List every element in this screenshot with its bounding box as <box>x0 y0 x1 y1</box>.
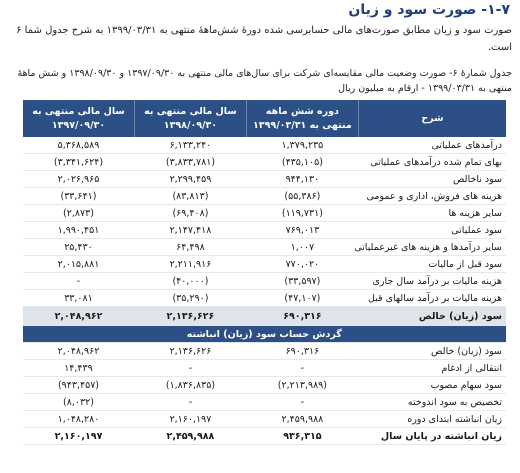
table-row <box>23 343 507 360</box>
value-p3: ۳۳,۰۸۱ <box>23 290 135 307</box>
row-label: هزینه های فروش، اداری و عمومی <box>358 188 506 205</box>
value-p1: ۷۶۹,۰۱۳ <box>246 222 358 239</box>
column-header-p2: سال مالی منتهی به ۱۳۹۸/۰۹/۳۰ <box>134 100 246 137</box>
row-label: سود عملیاتی <box>358 222 506 239</box>
value-p1: (۵۵,۳۸۶) <box>246 188 358 205</box>
table-row <box>23 205 507 222</box>
value-p3: ۲,۰۴۸,۹۶۲ <box>23 307 135 326</box>
value-p2: ۲,۱۳۶,۶۲۶ <box>134 307 246 326</box>
value-p2: (۱,۸۳۶,۸۳۵) <box>134 377 246 394</box>
value-p2: (۸۳,۸۱۳) <box>134 188 246 205</box>
row-label: سود سهام مصوب <box>358 377 506 394</box>
table-row <box>23 154 507 171</box>
row-label: سود ناخالص <box>358 171 506 188</box>
value-p3: ۱۴,۴۳۹ <box>23 360 135 377</box>
income-statement-table <box>22 100 506 445</box>
value-p3: ۱,۰۴۸,۲۸۰ <box>23 411 135 428</box>
value-p3: ۲,۰۴۸,۹۶۲ <box>23 343 135 360</box>
row-label: تخصیص به سود اندوخته <box>358 394 506 411</box>
row-label: سود قبل از مالیات <box>358 256 506 273</box>
value-p3: (۳,۳۴۱,۶۲۴) <box>23 154 135 171</box>
row-label: سود (زیان) خالص <box>358 343 506 360</box>
table-row <box>23 394 507 411</box>
table-caption: جدول شمارۀ ۶- صورت وضعیت مالی مقایسه‌ای شرکت برای سال‌های مالی منتهی به ۱۳۹۷/۰۹/۳۰ و ۱۳۹۸/۰۹/۳۰ و شش ماهۀ منتهی به ۱۳۹۹/۰۳/۳۱ - ارقام به میلیون ریال <box>17 68 512 94</box>
value-p3: ۲,۱۶۰,۱۹۷ <box>23 428 135 445</box>
section-header-row <box>23 326 507 343</box>
row-label: هزینه مالیات بر درآمد سال جاری <box>358 273 506 290</box>
value-p3: ۵,۳۶۸,۵۸۹ <box>23 137 135 154</box>
table-row <box>23 411 507 428</box>
value-p3: (۲,۸۷۳) <box>23 205 135 222</box>
table-row <box>23 137 507 154</box>
value-p2: - <box>134 394 246 411</box>
value-p1: ۷۷۰,۰۲۰ <box>246 256 358 273</box>
value-p1: ۶۹۰,۳۱۶ <box>246 307 358 326</box>
value-p1: - <box>246 360 358 377</box>
table-row <box>23 377 507 394</box>
value-p1: ۱,۳۷۹,۲۳۵ <box>246 137 358 154</box>
value-p1: (۱۱۹,۷۳۱) <box>246 205 358 222</box>
value-p2: (۳,۸۳۳,۷۸۱) <box>134 154 246 171</box>
section-heading: ۱-۷- صورت سود و زیان <box>348 2 510 18</box>
table-body <box>23 137 507 445</box>
value-p1: ۲,۴۵۹,۹۸۸ <box>246 411 358 428</box>
value-p2: ۲,۲۱۱,۹۱۶ <box>134 256 246 273</box>
value-p2: - <box>134 360 246 377</box>
value-p2: ۶۴,۴۹۸ <box>134 239 246 256</box>
value-p1: ۹۳۶,۳۱۵ <box>246 428 358 445</box>
table-row <box>23 188 507 205</box>
value-p3: ۲,۰۲۶,۹۶۵ <box>23 171 135 188</box>
value-p1: (۳۳,۵۹۷) <box>246 273 358 290</box>
value-p2: (۳۵,۲۹۰) <box>134 290 246 307</box>
value-p3: (۳۳,۶۴۱) <box>23 188 135 205</box>
row-label: سود (زیان) خالص <box>358 307 506 326</box>
row-label: سایر درآمدها و هزینه های غیرعملیاتی <box>358 239 506 256</box>
table-row <box>23 290 507 307</box>
value-p2: ۶,۱۳۳,۲۴۰ <box>134 137 246 154</box>
table-row <box>23 171 507 188</box>
row-label: درآمدهای عملیاتی <box>358 137 506 154</box>
row-label: زیان انباشته ابتدای دوره <box>358 411 506 428</box>
value-p3: ۲۵,۴۳۰ <box>23 239 135 256</box>
section-title: گردش حساب سود (زیان) انباشته <box>23 326 507 343</box>
value-p3: - <box>23 273 135 290</box>
value-p2: ۲,۴۵۹,۹۸۸ <box>134 428 246 445</box>
value-p2: ۲,۱۶۰,۱۹۷ <box>134 411 246 428</box>
value-p2: (۶۹,۴۰۸) <box>134 205 246 222</box>
table-row <box>23 256 507 273</box>
value-p1: ۱,۰۰۷ <box>246 239 358 256</box>
value-p3: ۱,۹۹۰,۴۵۱ <box>23 222 135 239</box>
row-label: انتقالی از ادغام <box>358 360 506 377</box>
retained-loss-end-row <box>23 428 507 445</box>
table-header-row <box>23 100 507 137</box>
table-row <box>23 273 507 290</box>
net-profit-row <box>23 307 507 326</box>
column-header-p3: سال مالی منتهی به ۱۳۹۷/۰۹/۳۰ <box>23 100 135 137</box>
value-p2: (۴۰,۰۰۰) <box>134 273 246 290</box>
intro-paragraph: صورت سود و زیان مطابق صورت‌های مالی حسابرسی شده دورۀ شش‌ماهۀ منتهی به ۱۳۹۹/۰۳/۳۱ به شرح جدول شما ۶ است. <box>16 25 512 53</box>
table-row <box>23 239 507 256</box>
table-row <box>23 360 507 377</box>
value-p1: ۹۴۴,۱۳۰ <box>246 171 358 188</box>
row-label: زیان انباشته در پایان سال <box>358 428 506 445</box>
value-p1: ۶۹۰,۳۱۶ <box>246 343 358 360</box>
value-p3: ۲,۰۱۵,۸۸۱ <box>23 256 135 273</box>
row-label: هزینه مالیات بر درآمد سالهای قبل <box>358 290 506 307</box>
value-p3: (۸,۰۳۲) <box>23 394 135 411</box>
value-p3: (۹۴۳,۴۵۷) <box>23 377 135 394</box>
value-p1: (۲,۲۱۳,۹۸۹) <box>246 377 358 394</box>
value-p2: ۲,۱۴۷,۴۱۸ <box>134 222 246 239</box>
value-p1: (۴۳۵,۱۰۵) <box>246 154 358 171</box>
table-row <box>23 222 507 239</box>
row-label: سایر هزینه ها <box>358 205 506 222</box>
row-label: بهای تمام شده درآمدهای عملیاتی <box>358 154 506 171</box>
column-header-description: شرح <box>358 100 506 137</box>
value-p2: ۲,۲۹۹,۴۵۹ <box>134 171 246 188</box>
value-p1: - <box>246 394 358 411</box>
column-header-p1: دوره شش ماهه منتهی به ۱۳۹۹/۰۳/۳۱ <box>246 100 358 137</box>
value-p1: (۴۷,۱۰۷) <box>246 290 358 307</box>
value-p2: ۲,۱۳۶,۶۲۶ <box>134 343 246 360</box>
